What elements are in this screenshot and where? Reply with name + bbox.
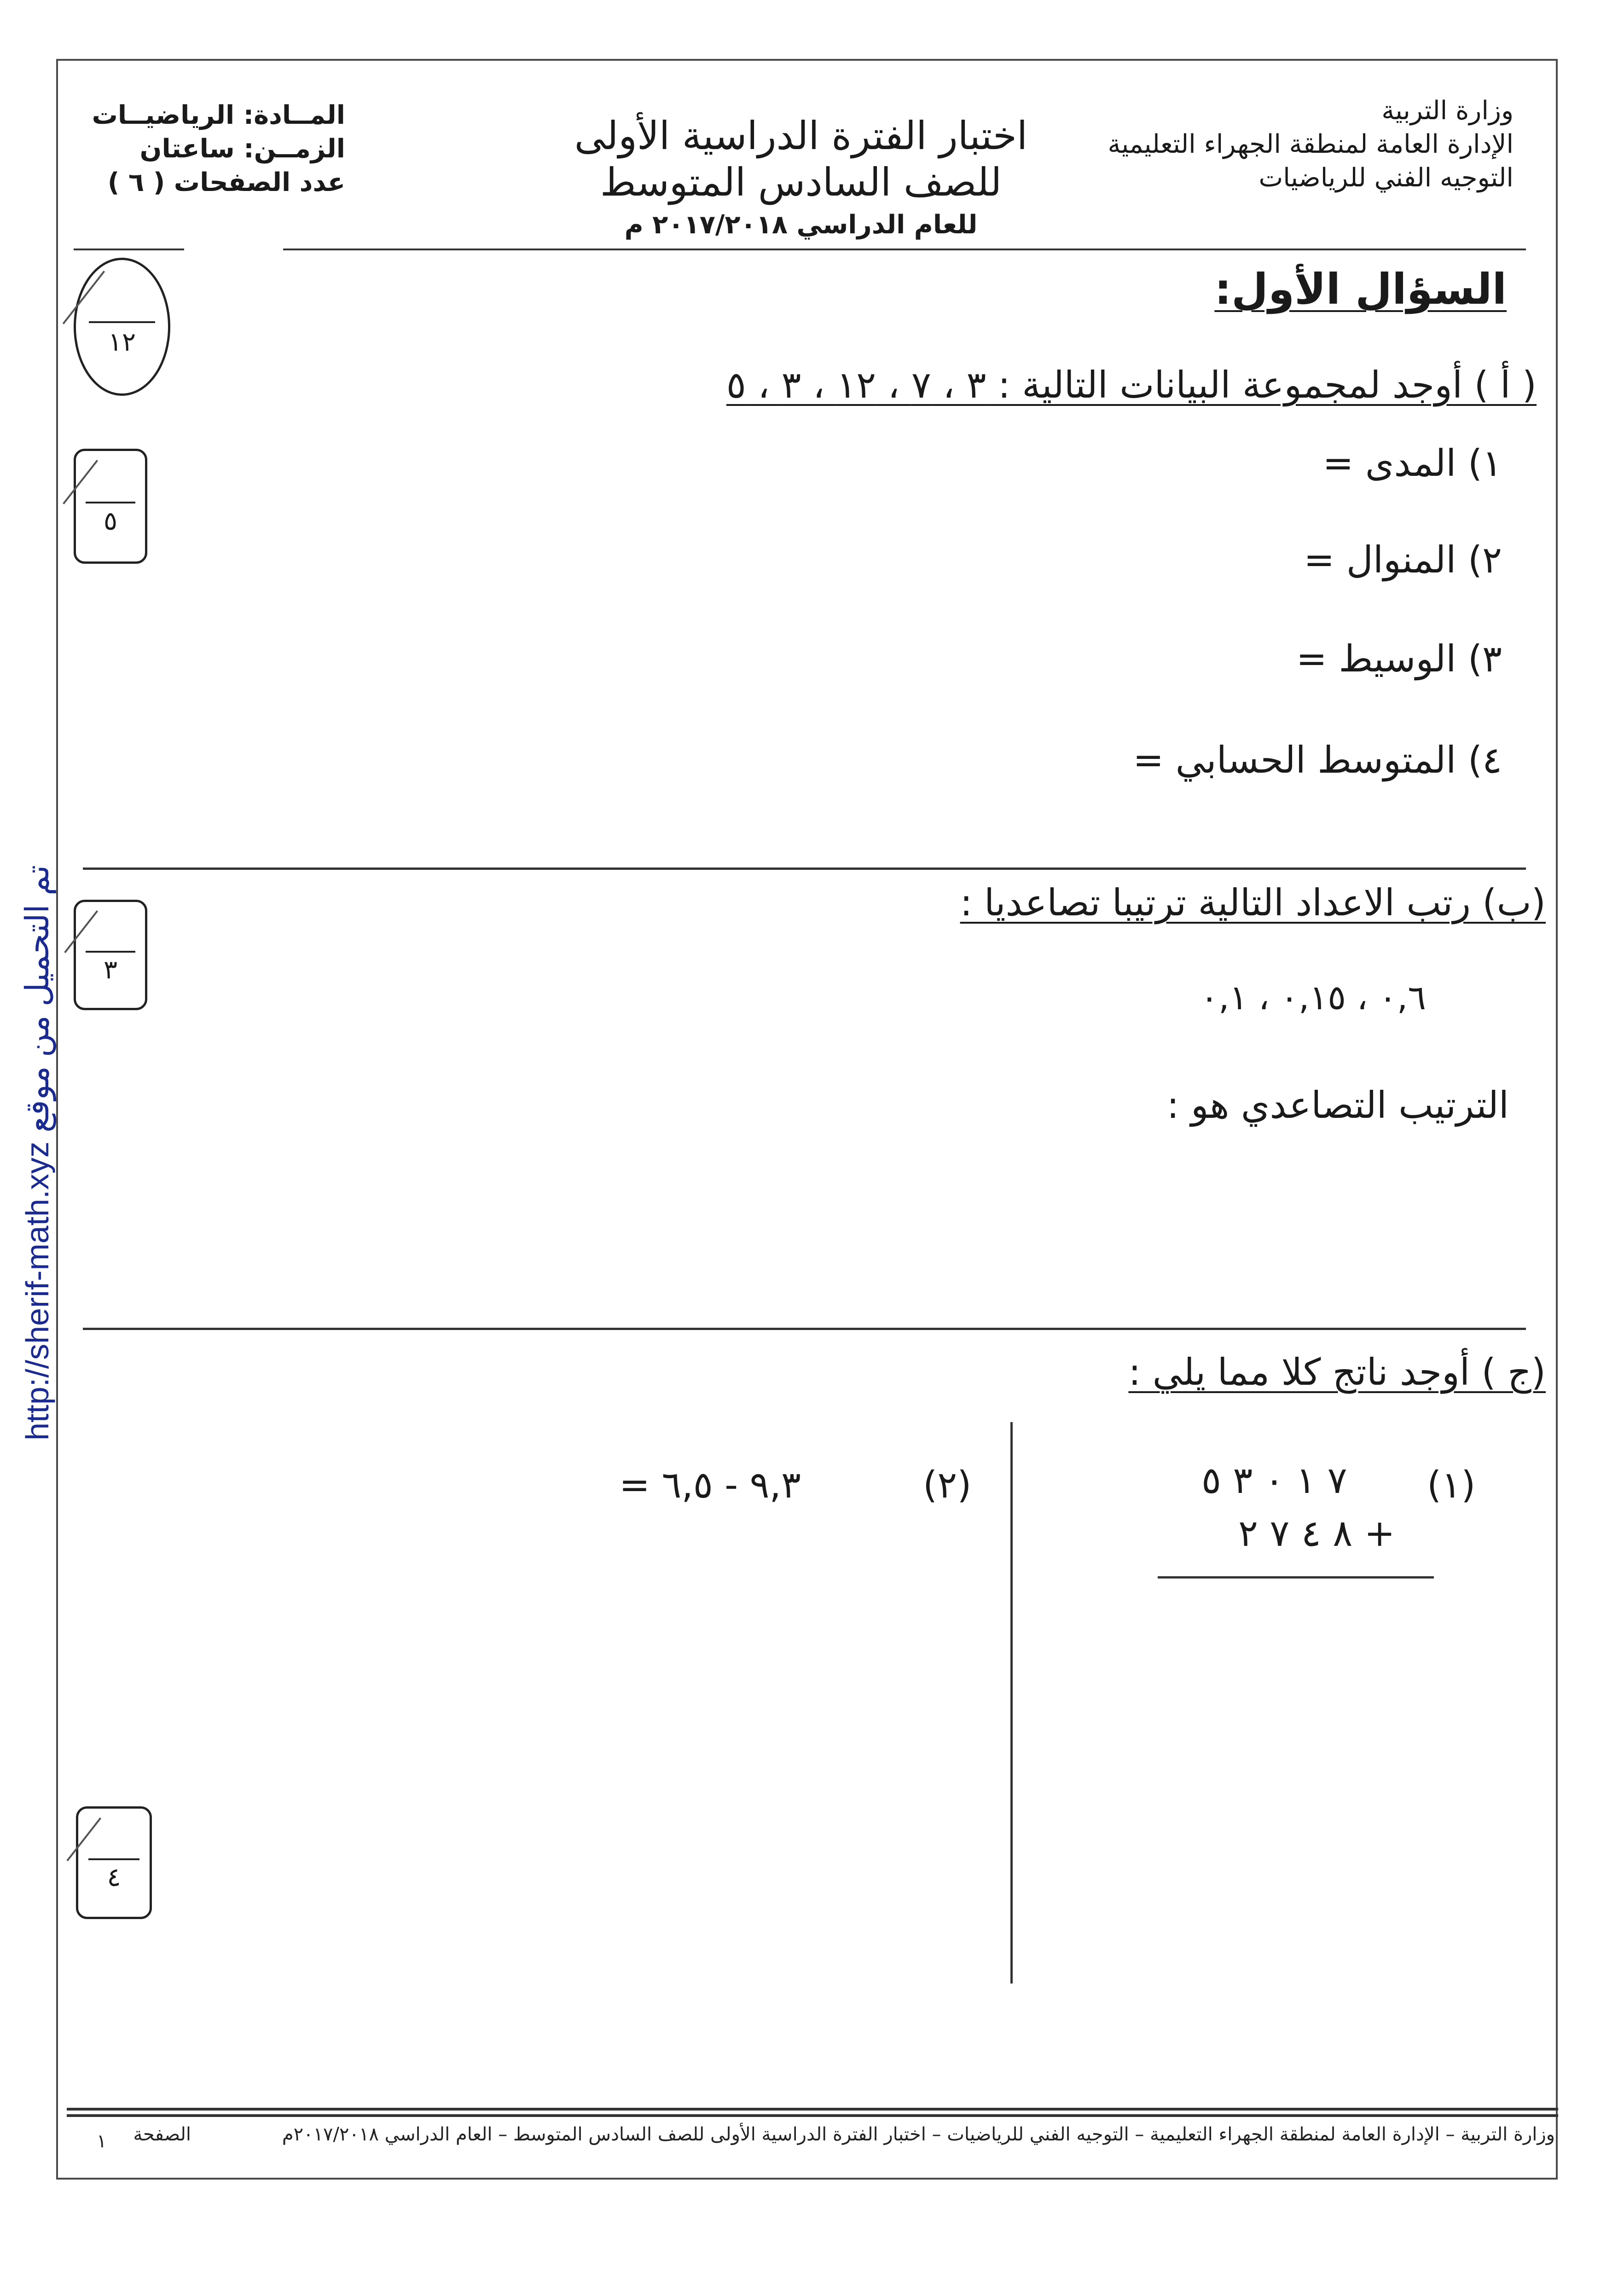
footer-double-line-top xyxy=(67,2108,1558,2111)
exam-title: اختبار الفترة الدراسية الأولى xyxy=(574,113,1028,158)
part-c-item1-top: ٧ ١ ٠ ٣ ٥ xyxy=(1201,1459,1347,1502)
part-c-score-value: ٤ xyxy=(107,1862,121,1893)
part-b-numbers: ٠,٦ ، ٠,١٥ ، ٠,١ xyxy=(1200,978,1426,1018)
header-right xyxy=(1053,94,1514,195)
part-b-score-value: ٣ xyxy=(103,954,118,985)
part-a-score-box xyxy=(74,449,147,564)
part-b-score-box xyxy=(74,900,147,1010)
part-a-item-median: ٣) الوسيط = xyxy=(1296,637,1502,680)
part-c-prompt xyxy=(855,1351,1546,1394)
part-c-score-box xyxy=(76,1806,152,1919)
part-c-column-divider xyxy=(1010,1422,1013,1984)
question-title xyxy=(1138,265,1507,314)
subject-label: المــادة: الرياضيــات xyxy=(92,100,345,130)
header-directorate: الإدارة العامة لمنطقة الجهراء التعليمية xyxy=(1108,129,1514,159)
exam-year: للعام الدراسي ٢٠١٧/٢٠١٨ م xyxy=(624,209,978,240)
header-center xyxy=(571,113,1031,242)
part-c-prompt-text: (ج ) أوجد ناتج كلا مما يلي : xyxy=(1128,1351,1546,1394)
part-c-item2-expr: ٩,٣ - ٦,٥ = xyxy=(619,1463,801,1506)
section-divider-a xyxy=(83,868,1526,870)
exam-grade: للصف السادس المتوسط xyxy=(600,159,1002,205)
footer-double-line-bottom xyxy=(67,2114,1558,2117)
footer-page-label: الصفحة xyxy=(133,2124,191,2145)
part-b-prompt xyxy=(855,881,1546,924)
part-a-score-value: ٥ xyxy=(103,506,118,536)
part-b-prompt-text: (ب) رتب الاعداد التالية ترتيبا تصاعديا : xyxy=(960,881,1546,924)
part-c-item1-label: (١) xyxy=(1427,1463,1476,1506)
part-b-answer-label: الترتيب التصاعدي هو : xyxy=(1166,1084,1509,1127)
pages-label: عدد الصفحات ( ٦ ) xyxy=(107,167,345,197)
footer-text: وزارة التربية – الإدارة العامة لمنطقة الجهراء التعليمية – التوجيه الفني للرياضيات – اختبار الفترة الدراسية الأولى للصف السادس المتوسط – العام الدراسي ٢٠١٧/٢٠١٨م xyxy=(282,2124,1555,2145)
header-divider-left xyxy=(74,249,184,250)
part-c-item2-label: (٢) xyxy=(923,1463,972,1506)
score-fraction-bar xyxy=(86,502,135,503)
watermark-arabic: تم التحميل من موقع xyxy=(19,865,55,1133)
header-left xyxy=(92,99,345,199)
part-c-item1-bottom: + ٨ ٤ ٧ ٢ xyxy=(1238,1512,1395,1555)
watermark-url: http://sherif-math.xyz xyxy=(19,1141,55,1440)
total-score-value: ١٢ xyxy=(108,327,136,357)
time-label: الزمــن: ساعتان xyxy=(139,133,345,164)
footer-page-number: ١ xyxy=(97,2131,107,2152)
score-fraction-bar xyxy=(86,951,135,953)
part-a-item-range: ١) المدى = xyxy=(1322,442,1502,485)
total-score-oval xyxy=(74,258,170,396)
side-watermark xyxy=(18,865,56,1440)
score-fraction-bar xyxy=(89,321,155,323)
part-a-item-mode: ٢) المنوال = xyxy=(1304,538,1502,581)
part-a-item-mean: ٤) المتوسط الحسابي = xyxy=(1133,739,1502,781)
header-ministry: وزارة التربية xyxy=(1381,96,1514,126)
question-title-text: السؤال الأول: xyxy=(1214,265,1507,314)
section-divider-b xyxy=(83,1328,1526,1330)
part-c-item1-sum-line xyxy=(1158,1576,1434,1579)
header-supervision: التوجيه الفني للرياضيات xyxy=(1259,162,1514,193)
score-fraction-bar xyxy=(88,1858,140,1860)
part-a-prompt-text: ( أ ) أوجد لمجموعة البيانات التالية : ٣ ، ٧ ، ١٢ ، ٣ ، ٥ xyxy=(726,364,1537,406)
header-divider xyxy=(283,249,1526,250)
part-a-prompt xyxy=(570,364,1537,406)
